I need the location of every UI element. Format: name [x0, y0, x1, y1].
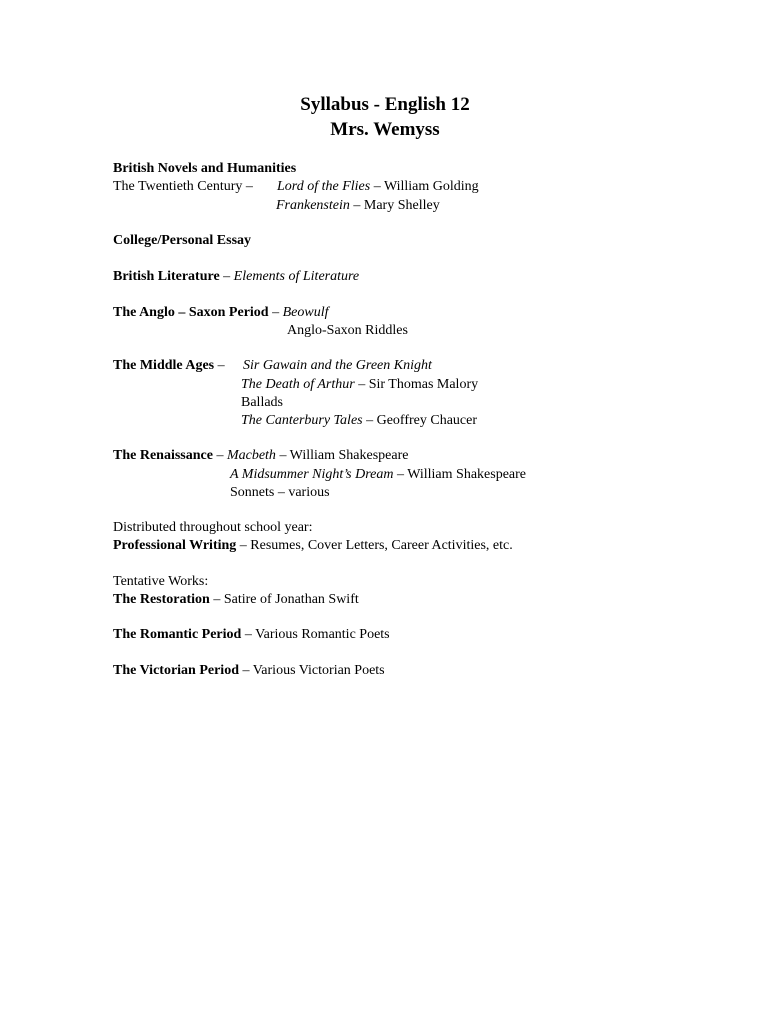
work-author: – Sir Thomas Malory	[354, 377, 479, 392]
separator: –	[268, 305, 283, 320]
anglo-saxon-item-2: Anglo-Saxon Riddles	[287, 323, 408, 338]
romantic-line	[113, 626, 390, 644]
work-title: The Death of Arthur	[241, 377, 355, 392]
anglo-saxon-item-1: Beowulf	[282, 305, 329, 320]
separator: –	[214, 358, 225, 373]
tentative-note: Tentative Works:	[113, 574, 209, 589]
victorian-line	[113, 662, 385, 680]
professional-heading: Professional Writing	[113, 538, 237, 553]
novels-prefix: The Twentieth Century –	[113, 179, 253, 194]
british-lit-text: Elements of Literature	[233, 269, 360, 284]
restoration-text: – Satire of Jonathan Swift	[209, 592, 359, 607]
novel-title: Lord of the Flies	[277, 179, 371, 194]
renaissance-line	[113, 447, 408, 465]
romantic-text: – Various Romantic Poets	[241, 627, 390, 642]
anglo-saxon-heading: The Anglo – Saxon Period	[113, 305, 269, 320]
middle-ages-item-3: Ballads	[241, 395, 283, 410]
professional-note: Distributed throughout school year:	[113, 520, 313, 535]
work-title: A Midsummer Night’s Dream	[230, 467, 394, 482]
middle-ages-item-1: Sir Gawain and the Green Knight	[243, 358, 432, 373]
novels-item-1	[277, 178, 479, 196]
british-lit-heading: British Literature	[113, 269, 220, 284]
professional-text: – Resumes, Cover Letters, Career Activities, etc.	[236, 538, 513, 553]
teacher-name: Mrs. Wemyss	[330, 119, 440, 140]
work-author: – Geoffrey Chaucer	[362, 413, 478, 428]
middle-ages-line	[113, 357, 225, 375]
romantic-heading: The Romantic Period	[113, 627, 242, 642]
restoration-heading: The Restoration	[113, 592, 210, 607]
document-title: Syllabus - English 12	[300, 94, 470, 115]
work-title: Macbeth	[226, 448, 276, 463]
separator: –	[219, 269, 234, 284]
victorian-text: – Various Victorian Poets	[239, 663, 385, 678]
novels-heading: British Novels and Humanities	[113, 161, 297, 176]
professional-line	[113, 537, 513, 555]
work-title: The Canterbury Tales	[241, 413, 363, 428]
essay-heading: College/Personal Essay	[113, 233, 252, 248]
renaissance-item-2	[230, 466, 526, 484]
work-author: – William Shakespeare	[275, 448, 409, 463]
renaissance-item-3: Sonnets – various	[230, 485, 330, 500]
middle-ages-item-2	[241, 376, 478, 394]
separator: –	[212, 448, 227, 463]
british-lit-line	[113, 268, 359, 286]
novel-author: – William Golding	[370, 179, 479, 194]
middle-ages-heading: The Middle Ages	[113, 358, 215, 373]
work-author: – William Shakespeare	[393, 467, 526, 482]
restoration-line	[113, 591, 359, 609]
novel-title: Frankenstein	[276, 198, 350, 213]
anglo-saxon-line	[113, 304, 328, 322]
renaissance-heading: The Renaissance	[113, 448, 213, 463]
middle-ages-item-4	[241, 412, 477, 430]
novel-author: – Mary Shelley	[349, 198, 440, 213]
novels-item-2	[276, 197, 440, 215]
victorian-heading: The Victorian Period	[113, 663, 239, 678]
